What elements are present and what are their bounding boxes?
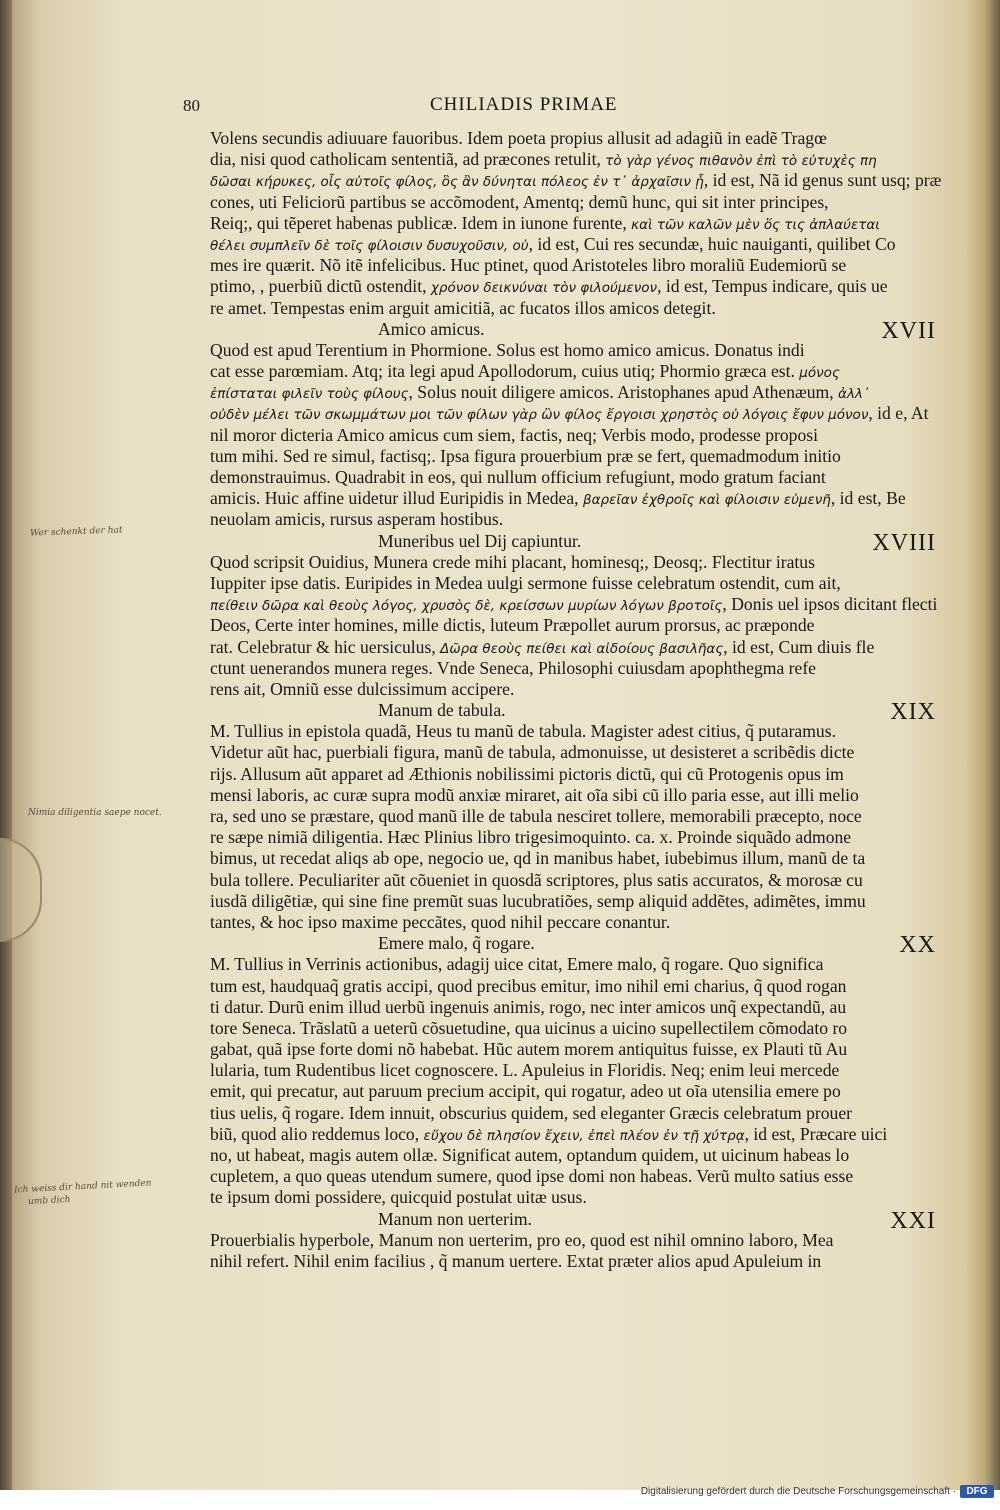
latin-text: cat esse parœmiam. Atq; ita legi apud Apollodorum, cuius utiq; Phormio græca est. <box>210 361 800 382</box>
latin-text: lularia, tum Rudentibus licet cognoscere. L. Apuleius in Floridis. Neq; enim leui mercede <box>210 1060 840 1081</box>
text-line <box>210 573 930 594</box>
latin-text: te ipsum domi possidere, quicquid postulat uitæ usus. <box>210 1187 587 1208</box>
text-line <box>210 446 930 467</box>
latin-text: tantes, & hoc ipso maxime peccãtes, quod nihil peccare conantur. <box>210 911 671 932</box>
adage-heading <box>210 317 936 344</box>
text-line <box>210 1081 930 1102</box>
adage-title: Manum non uerterim. <box>378 1208 532 1229</box>
text-line <box>210 170 942 191</box>
text-line <box>210 827 930 848</box>
latin-text: emit, qui precatur, aut paruum precium accipit, qui rogatur, adeo ut oĩa utensilia emere po <box>210 1081 841 1102</box>
text-line <box>210 128 930 149</box>
latin-text: cupletem, a quo queas utendum sumere, quod ipse domi non habeas. Verũ multo satius esse <box>210 1166 854 1187</box>
greek-quote: χρόνον δεικνύναι τὸν φιλούμενον <box>430 280 658 297</box>
text-line <box>210 382 930 403</box>
text-line <box>210 552 930 573</box>
latin-text: re amet. Tempestas enim arguit amicitiã, ac fucatos illos amicos detegit. <box>210 297 716 318</box>
adage-heading <box>210 699 936 726</box>
text-line <box>210 340 930 361</box>
latin-text: , id est, Cui res secundæ, huic nauiganti, quilibet Co <box>528 233 896 254</box>
margin-note: Ich weiss dir hand nit wenden <box>13 1178 152 1196</box>
text-line <box>210 848 930 869</box>
latin-text: Volens secundis adiuuare fauoribus. Idem poeta propius allusit ad adagiũ in eadẽ Tragœ <box>210 128 827 148</box>
latin-text: , id est, Be <box>830 488 906 509</box>
latin-text: M. Tullius in epistola quadã, Heus tu manũ de tabula. Magister adest citius, q̃ putaramus. <box>210 721 836 742</box>
greek-quote: ἀλλ᾽ <box>838 386 870 403</box>
latin-text: , id est, Nã id genus sunt usq; præ <box>703 170 942 191</box>
text-line <box>210 997 930 1018</box>
text-line <box>210 467 930 488</box>
latin-text: ctunt uenerandos munera reges. Vnde Seneca, Philosophi cuiusdam apophthegma refe <box>210 657 816 678</box>
text-line <box>210 1230 930 1251</box>
text-line <box>210 276 930 297</box>
text-line <box>210 425 930 446</box>
text-line <box>210 976 930 997</box>
latin-text: , id est, Cum diuis fle <box>723 636 875 657</box>
text-line <box>210 1124 930 1145</box>
text-line <box>210 806 930 827</box>
text-line <box>210 679 930 700</box>
text-line <box>210 192 930 213</box>
text-line <box>210 785 930 806</box>
main-text-block <box>210 128 942 1272</box>
latin-text: gabat, quã ipse forte domi nõ habebat. Hũc autem morem antiquitus fuisse, ex Plauti tũ Au <box>210 1039 848 1060</box>
latin-text: cones, uti Feliciorũ partibus se accõmodent, Amentq; demũ hunc, qui sit inter principes, <box>210 191 829 212</box>
text-line <box>210 361 930 382</box>
text-line <box>210 298 930 319</box>
latin-text: re sæpe nimiã diligentia. Hæc Plinius libro trigesimoquinto. ca. x. Proinde siquãdo admone <box>210 827 852 848</box>
latin-text: amicis. Huic affine uidetur illud Euripidis in Medea, <box>210 488 583 509</box>
text-line <box>210 721 930 742</box>
text-line <box>210 488 930 509</box>
latin-text: , Donis uel ipsos dicitant flecti <box>722 594 938 615</box>
adage-heading <box>210 529 936 556</box>
latin-text: Videtur aũt hac, puerbiali figura, manũ de tabula, admonuisse, ut desisteret a scribẽdis dicte <box>210 742 855 763</box>
latin-text: biũ, quod alio reddemus loco, <box>210 1123 424 1144</box>
greek-quote: δῶσαι κήρυκες, οἷς αὐτοῖς φίλος, ὃς ἂν δύνηται πόλεος ἐν τ᾽ ἀρχαῖσιν ᾖ <box>210 174 704 191</box>
latin-text: rat. Celebratur & hic uersiculus, <box>210 636 441 657</box>
latin-text: tum est, haudquaq̃ gratis accipi, quod precibus emitur, imo nihil emi charius, q̃ quod rogan <box>210 975 847 996</box>
greek-quote: εὔχου δὲ πλησίον ἔχειν, ἐπεὶ πλέον ἐν τῇ χύτρᾳ <box>423 1127 745 1144</box>
margin-note: Wer schenkt der hat <box>29 525 123 539</box>
latin-text: , id est, Tempus indicare, quis ue <box>657 276 888 297</box>
adage-title: Amico amicus. <box>378 318 485 339</box>
text-line <box>210 912 930 933</box>
page-clasp-mark <box>0 838 42 942</box>
greek-quote: ἐπίσταται φιλεῖν τοὺς φίλους <box>210 386 409 403</box>
greek-quote: βαρεῖαν ἐχθροῖς καὶ φίλοισιν εὐμενῆ <box>582 492 831 509</box>
book-binding-edge <box>0 0 12 1490</box>
latin-text: M. Tullius in Verrinis actionibus, adagij uice citat, Emere malo, q̃ rogare. Quo significa <box>210 954 824 975</box>
text-line <box>210 1251 930 1272</box>
digitization-credit: Digitalisierung gefördert durch die Deutsche Forschungsgemeinschaft · <box>640 1486 956 1497</box>
text-line <box>210 954 930 975</box>
latin-text: bimus, ut recedat aliqs ab ope, negocio ue, qd in manibus habet, iubebimus illum, manũ de ta <box>210 848 866 869</box>
latin-text: no, ut habeat, magis autem ollæ. Significat autem, optandum quidem, ut uicinum habeas lo <box>210 1145 850 1165</box>
dfg-logo: DFG <box>960 1485 994 1498</box>
text-line <box>210 742 930 763</box>
latin-text: Iuppiter ipse datis. Euripides in Medea uulgi sermone fuisse celebratum ostendit, cum ait, <box>210 572 841 593</box>
adage-number: XXI <box>890 1207 936 1234</box>
latin-text: , Solus nouit diligere amicos. Aristophanes apud Athenæum, <box>408 382 839 403</box>
latin-text: neuolam amicis, rursus asperam hostibus. <box>210 509 504 530</box>
latin-text: tius uelis, q̃ rogare. Idem innuit, obscurius quidem, sed eleganter Græcis celebratum prouer <box>210 1102 852 1123</box>
latin-text: ptimo, , puerbiũ dictũ ostendit, <box>210 276 431 297</box>
greek-quote: πείθειν δῶρα καὶ θεοὺς λόγος, χρυσὸς δὲ, κρείσσων μυρίων λόγων βροτοῖς <box>210 598 723 615</box>
text-line <box>210 1166 930 1187</box>
text-line <box>210 1103 930 1124</box>
greek-quote: τὸ γὰρ γένος πιθανὸν ἐπὶ τὸ εὐτυχὲς πη <box>605 153 877 170</box>
margin-note: Nimia diligentia saepe nocet. <box>28 808 162 818</box>
latin-text: , id est, Præcare uici <box>744 1123 888 1144</box>
greek-quote: οὐδὲν μέλει τῶν σκωμμάτων μοι τῶν φίλων γὰρ ὢν φίλος ἔργοισι χρηστὸς οὐ λόγοις ἔφυν μόνον <box>210 407 869 424</box>
latin-text: rens ait, Omniũ esse dulcissimum accipere. <box>210 678 515 699</box>
text-line <box>210 1018 930 1039</box>
text-line <box>210 213 930 234</box>
latin-text: tum mihi. Sed re simul, factisq;. Ipsa figura prouerbium præ se fert, quemadmodum initio <box>210 445 841 466</box>
text-line <box>210 637 930 658</box>
latin-text: rijs. Allusum aũt apparet ad Æthionis nobilissimi pictoris dictũ, qui cũ Protogenis opus im <box>210 763 844 784</box>
adage-number: XVII <box>881 317 936 344</box>
latin-text: ra, sed uno se præstare, quod manũ ille de tabula nesciret tollere, memorabili præcepto, noce <box>210 806 862 826</box>
text-line <box>210 658 930 679</box>
greek-quote: καὶ τῶν καλῶν μὲν ὅς τις ἀπλαύεται <box>631 216 880 233</box>
latin-text: Prouerbialis hyperbole, Manum non uerterim, pro eo, quod est nihil omnino laboro, Mea <box>210 1229 834 1250</box>
text-line <box>210 870 930 891</box>
text-line <box>210 615 930 636</box>
adage-title: Emere malo, q̃ rogare. <box>378 933 535 954</box>
text-line <box>210 764 930 785</box>
text-line <box>210 149 930 170</box>
adage-number: XVIII <box>872 529 936 556</box>
latin-text: dia, nisi quod catholicam sententiã, ad præcones retulit, <box>210 149 606 170</box>
margin-note: umb dich <box>27 1194 71 1208</box>
text-line <box>210 403 930 424</box>
adage-number: XIX <box>890 699 936 726</box>
text-line <box>210 255 930 276</box>
latin-text: tore Seneca. Trãslatũ a ueterũ cõsuetudine, qua uicinus a uicino supellectilem cõmodato ro <box>210 1017 848 1038</box>
latin-text: Quod scripsit Ouidius, Munera crede mihi placant, hominesq;, Deosq;. Flectitur iratus <box>210 551 815 572</box>
latin-text: ti datur. Durũ enim illud uerbũ ingenuis animis, rogo, nec inter amicos unq̃ expectandũ, au <box>210 996 847 1017</box>
latin-text: Quod est apud Terentium in Phormione. Solus est homo amico amicus. Donatus indi <box>210 339 805 360</box>
text-line <box>210 234 930 255</box>
latin-text: , id e, At <box>868 403 929 424</box>
folio-number: 80 <box>183 96 200 115</box>
greek-quote: Δῶρα θεοὺς πείθει καὶ αἰδοίους βασιλῆας <box>440 640 724 657</box>
text-line <box>210 1060 930 1081</box>
text-line <box>210 509 930 530</box>
greek-quote: μόνος <box>799 365 840 382</box>
latin-text: mensi laboris, ac curæ supra modũ anxiæ miraret, ait oĩa sibi cũ illo paria esse, aut illi melio <box>210 784 859 805</box>
text-line <box>210 891 930 912</box>
adage-number: XX <box>899 932 936 959</box>
running-head: CHILIADIS PRIMAE <box>430 94 618 115</box>
latin-text: bula tollere. Peculiariter aũt cõueniet in quosdã scriptores, plus satis accuratos, & morosæ cu <box>210 869 863 890</box>
text-line <box>210 1187 930 1208</box>
latin-text: iusdã diligẽtiæ, qui sine fine premũt suas lucubratiões, semp aliquid addẽtes, adimẽtes, immu <box>210 890 866 911</box>
latin-text: nihil refert. Nihil enim facilius , q̃ manum uertere. Extat præter alios apud Apuleium in <box>210 1250 822 1271</box>
adage-title: Manum de tabula. <box>378 700 506 721</box>
adage-title: Muneribus uel Dij capiuntur. <box>378 530 582 551</box>
latin-text: Reiq;, qui tẽperet habenas publicæ. Idem in iunone furente, <box>210 212 632 233</box>
latin-text: nil moror dicteria Amico amicus cum siem, factis, neq; Verbis modo, prodesse proposi <box>210 424 819 445</box>
adage-heading <box>210 1207 936 1234</box>
adage-heading <box>210 932 936 959</box>
greek-quote: θέλει συμπλεῖν δὲ τοῖς φίλοισιν δυσυχοῦσιν, οὐ <box>210 237 529 254</box>
latin-text: mes ire quærit. Nõ itẽ infelicibus. Huc ptinet, quod Aristoteles libro moraliũ Eudemiorũ se <box>210 255 847 276</box>
latin-text: Deos, Certe inter homines, mille dictis, luteum Præpollet aurum prorsus, ac præponde <box>210 615 815 636</box>
latin-text: demonstrauimus. Quadrabit in eos, qui nullum officium refugiunt, modo gratum faciant <box>210 467 826 487</box>
text-line <box>210 1039 930 1060</box>
text-line <box>210 594 938 615</box>
text-line <box>210 1145 930 1166</box>
